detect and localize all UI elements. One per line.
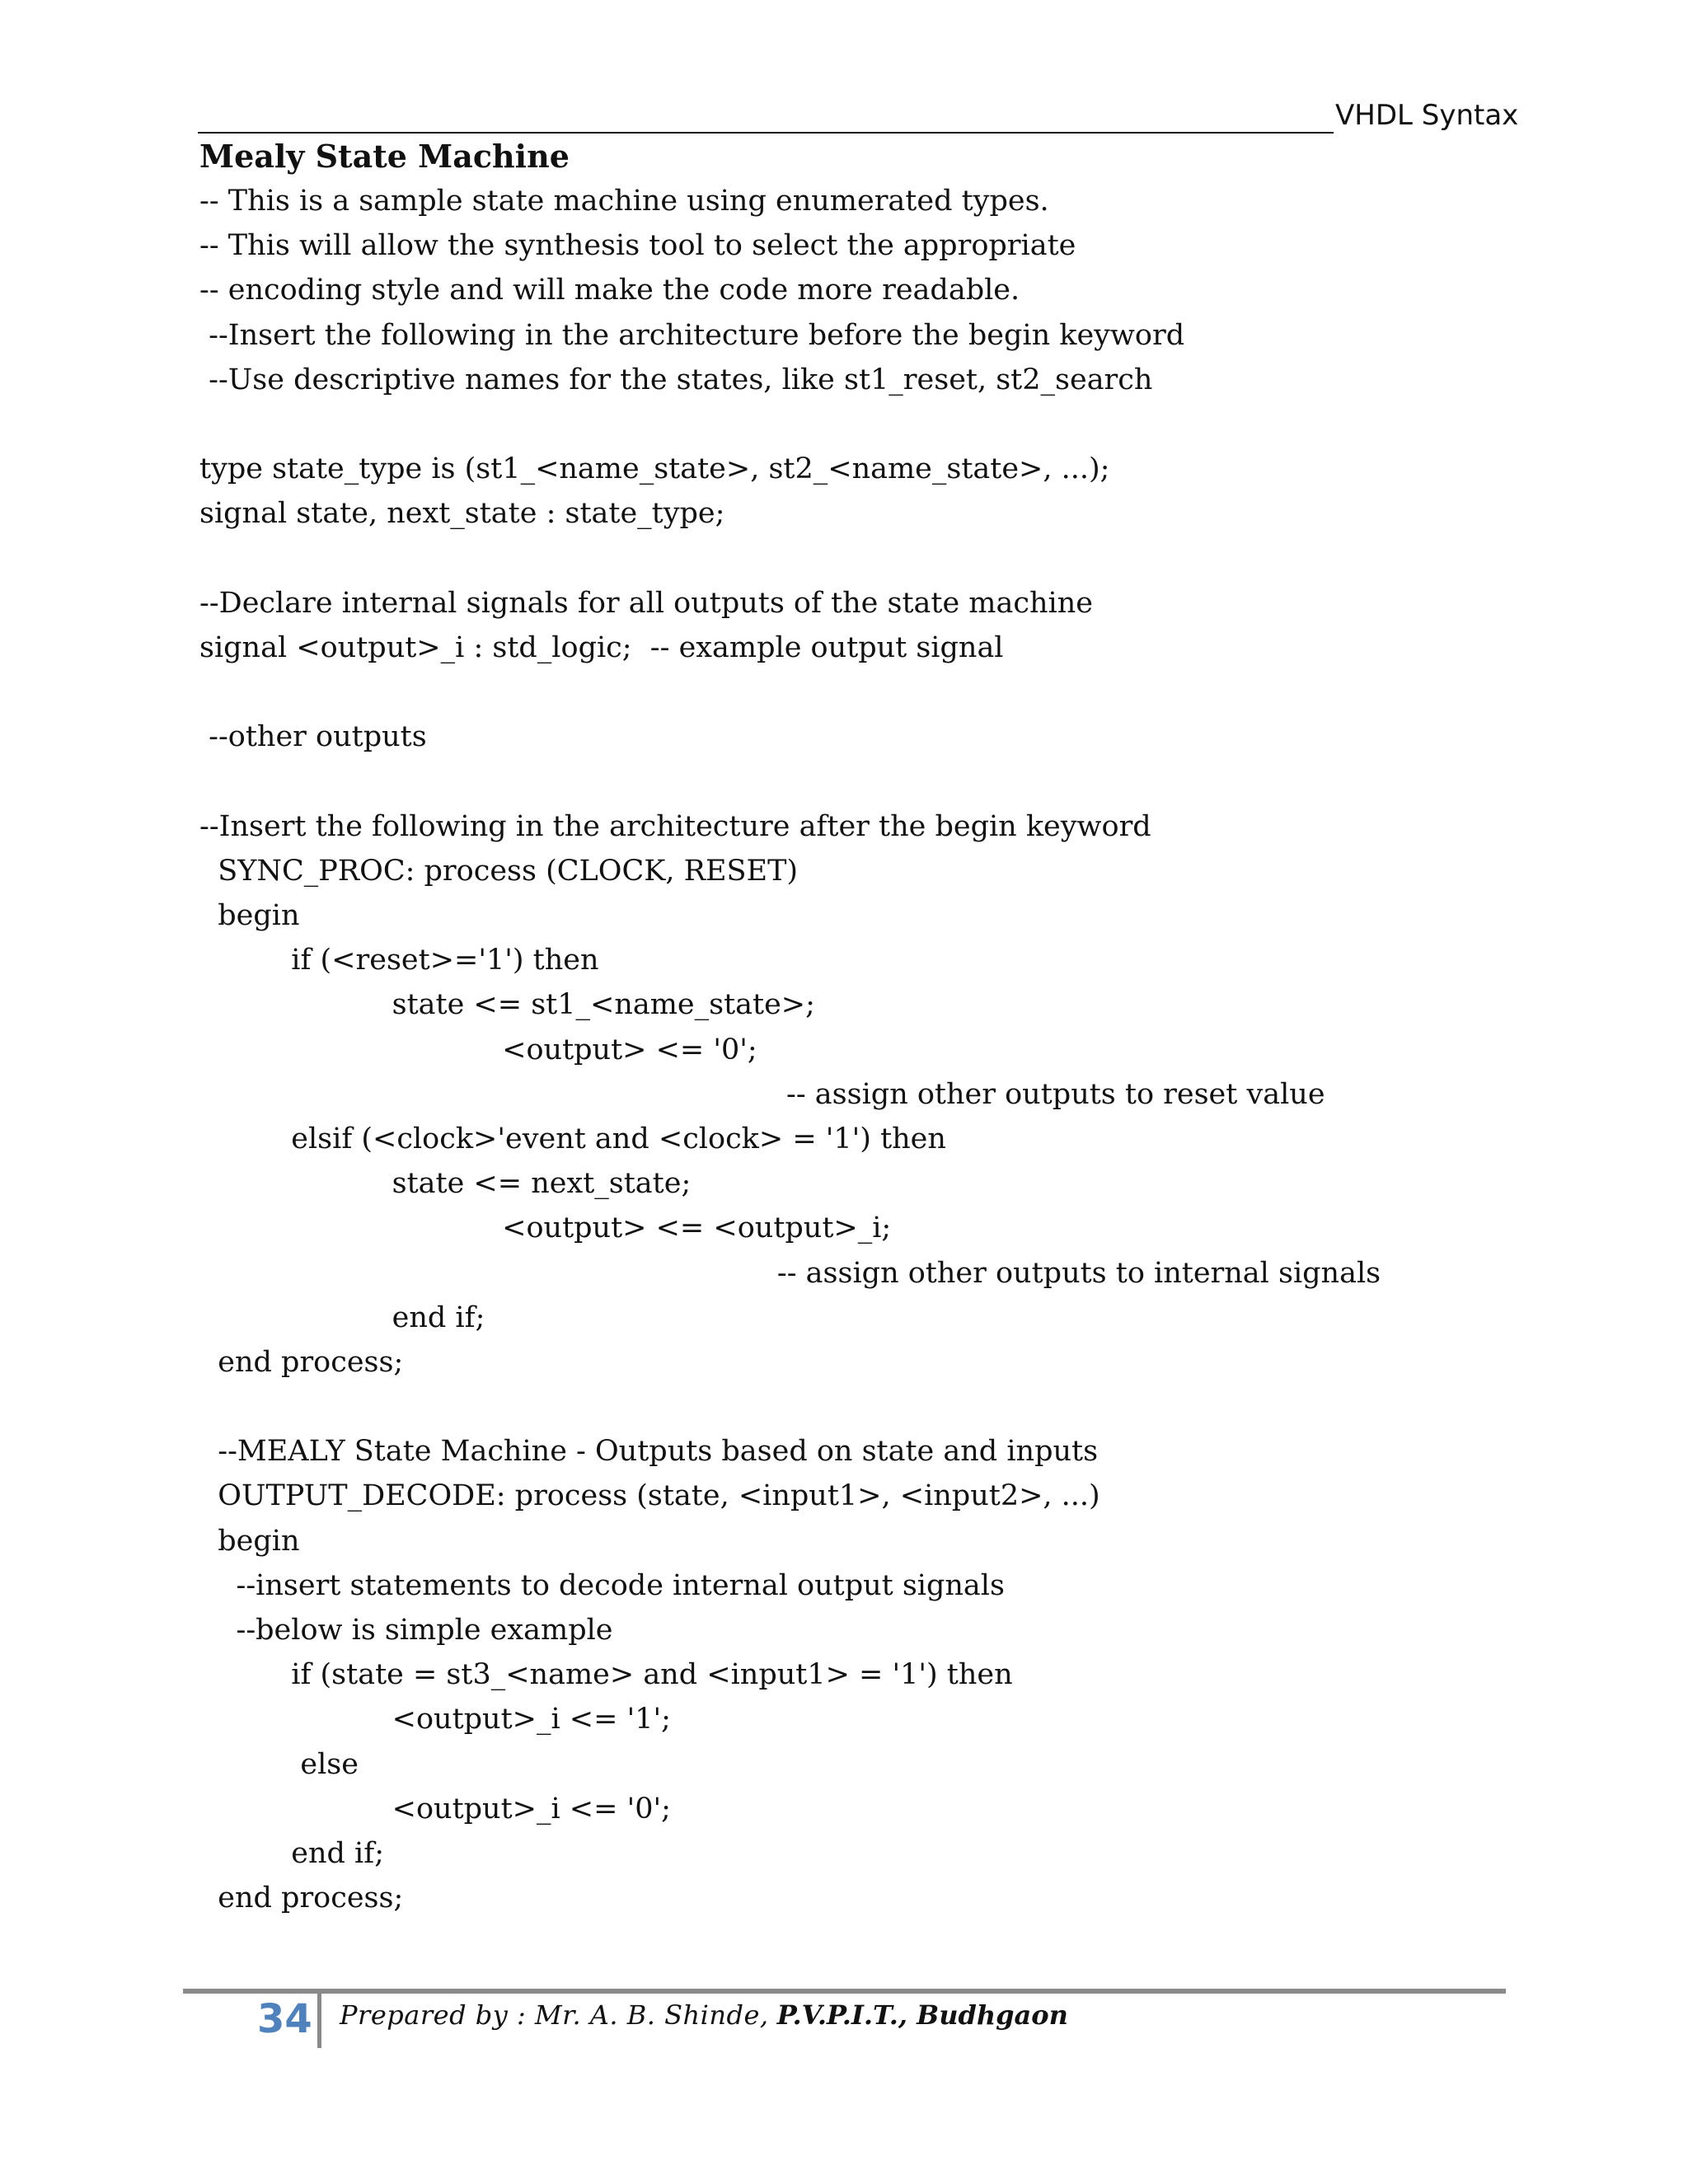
code-line: <output> <= <output>_i; [199,1212,892,1245]
footer-rule [183,1989,1506,1994]
code-line: --Insert the following in the architecture before the begin keyword [199,318,1185,352]
footer-credit-institute: P.V.P.I.T., Budhgaon [776,1999,1068,2031]
code-line: begin [199,1524,300,1558]
code-line: --insert statements to decode internal output signals [199,1568,1005,1602]
code-line: end if; [199,1301,485,1334]
code-line: --Declare internal signals for all outputs of the state machine [199,586,1093,620]
code-block [199,179,1485,1920]
code-line: --other outputs [199,720,427,754]
running-header: VHDL Syntax [1335,99,1519,132]
page-content [199,134,1485,1920]
code-line: signal <output>_i : std_logic; -- example output signal [199,630,1004,664]
code-line: begin [199,899,300,932]
code-line [199,670,1485,715]
code-line [199,759,1485,804]
code-line: --Insert the following in the architecture after the begin keyword [199,809,1151,843]
footer-credit-author: Prepared by : Mr. A. B. Shinde, [340,1999,769,2031]
code-line: -- This is a sample state machine using enumerated types. [199,185,1049,218]
code-line: --MEALY State Machine - Outputs based on state and inputs [199,1435,1099,1469]
code-line: <output> <= '0'; [199,1033,757,1066]
footer-divider [317,1994,321,2048]
code-line: -- assign other outputs to reset value [199,1077,1325,1111]
code-line: -- This will allow the synthesis tool to select the appropriate [199,229,1076,263]
code-line: state <= next_state; [199,1167,692,1201]
code-line: OUTPUT_DECODE: process (state, <input1>, <input2>, ...) [199,1479,1100,1513]
code-line: end process; [199,1882,404,1915]
code-line [199,402,1485,447]
header-rule [198,132,1334,134]
code-line: <output>_i <= '0'; [199,1792,671,1825]
code-line: else [199,1747,359,1781]
code-line: -- encoding style and will make the code more readable. [199,274,1020,307]
code-line: state <= st1_<name_state>; [199,988,815,1022]
code-line: -- assign other outputs to internal signals [199,1256,1381,1290]
code-line [199,537,1485,581]
footer-credit [340,1999,1068,2032]
code-line [199,1385,1485,1429]
code-line: elsif (<clock>'event and <clock> = '1') then [199,1122,946,1155]
code-line: signal state, next_state : state_type; [199,497,725,531]
section-title: Mealy State Machine [199,138,570,175]
code-line: if (state = st3_<name> and <input1> = '1') then [199,1658,1013,1692]
code-line: --Use descriptive names for the states, like st1_reset, st2_search [199,363,1153,396]
code-line: end process; [199,1345,404,1379]
code-line: type state_type is (st1_<name_state>, st2_<name_state>, ...); [199,452,1110,486]
code-line: SYNC_PROC: process (CLOCK, RESET) [199,854,799,888]
page-number: 34 [257,1996,312,2042]
code-line: --below is simple example [199,1614,613,1647]
code-line: if (<reset>='1') then [199,944,599,977]
code-line: <output>_i <= '1'; [199,1703,671,1736]
code-line: end if; [199,1836,384,1870]
